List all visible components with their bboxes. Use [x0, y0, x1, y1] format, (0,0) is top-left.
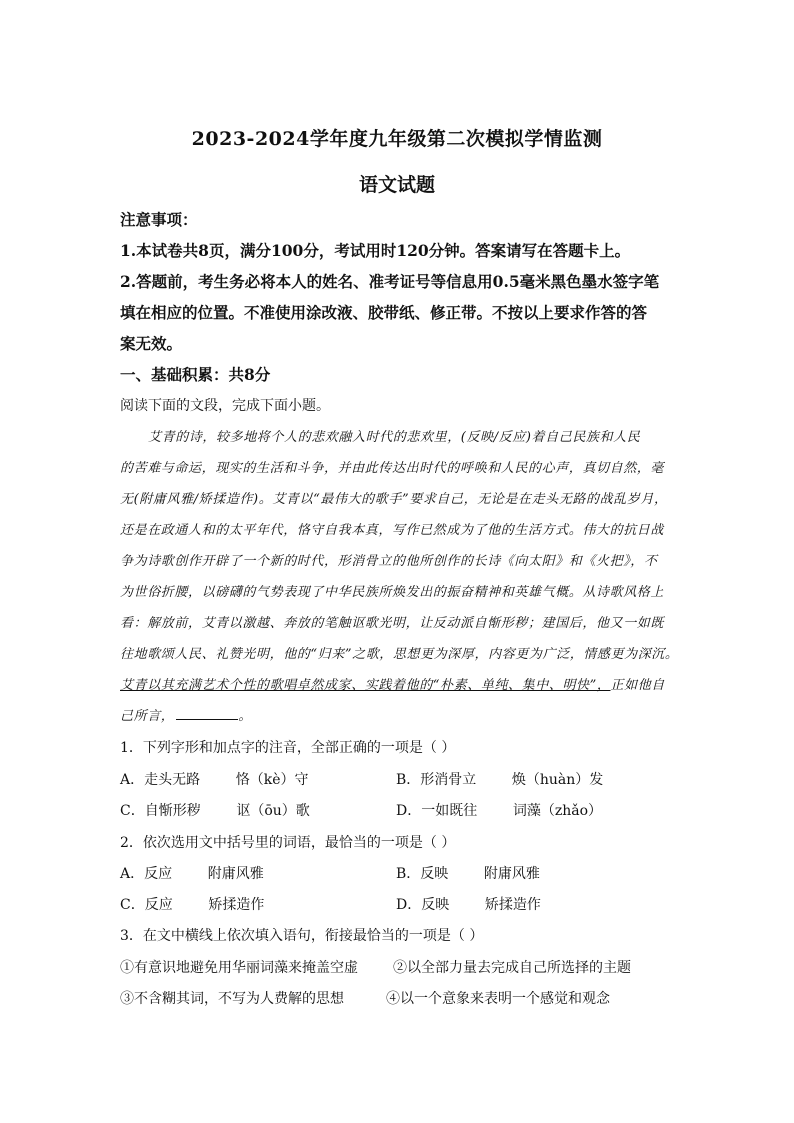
- passage-line: 看：解放前，艾青以激越、奔放的笔触讴歌光明，让反动派自惭形秽；建国后，他又一如既: [120, 616, 665, 631]
- passage-line: 无(附庸风雅/矫揉造作)。艾青以“最伟大的歌手”要求自己，无论是在走头无路的战乱岁月，: [120, 492, 668, 507]
- q2-option-c[interactable]: C．反应 矫揉造作: [120, 897, 265, 913]
- question-2-stem: 2．依次选用文中括号里的词语，最恰当的一项是（ ）: [120, 835, 456, 851]
- q1-option-b[interactable]: B．形消骨立 焕（huàn）发: [396, 772, 604, 788]
- q1-option-c[interactable]: C．自惭形秽 讴（ōu）歌: [120, 803, 310, 819]
- q3-sentence-1: ①有意识地避免用华丽词藻来掩盖空虚: [120, 960, 358, 976]
- q3-sentence-3: ③不含糊其词，不写为人费解的思想: [120, 991, 344, 1007]
- question-1-stem: 1．下列字形和加点字的注音，全部正确的一项是（ ）: [120, 740, 456, 756]
- q2-option-b[interactable]: B．反映 附庸风雅: [396, 866, 540, 882]
- passage-line: 艾青的诗，较多地将个人的悲欢融入时代的悲欢里，(反映/反应)着自己民族和人民: [148, 430, 641, 445]
- fill-in-blank[interactable]: [176, 706, 238, 720]
- passage-line: 的苦难与命运，现实的生活和斗争，并由此传达出时代的呼唤和人民的心声，真切自然，毫: [120, 461, 665, 476]
- q2-option-d[interactable]: D．反映 矫揉造作: [396, 897, 541, 913]
- notice-item-2-line-2: 填在相应的位置。不准使用涂改液、胶带纸、修正带。不按以上要求作答的答: [120, 303, 648, 322]
- q1-option-a[interactable]: A．走头无路 恪（kè）守: [120, 772, 309, 788]
- section-intro: 阅读下面的文段，完成下面小题。: [120, 398, 330, 414]
- passage-text: 己所言，: [120, 709, 175, 724]
- passage-text: 正如他自: [610, 678, 665, 693]
- passage-line: [120, 705, 252, 724]
- passage-line: 还是在政通人和的太平年代，恪守自我本真，写作已然成为了他的生活方式。伟大的抗日战: [120, 523, 665, 538]
- notice-heading: 注意事项：: [120, 210, 198, 229]
- exam-subtitle: 语文试题: [358, 174, 435, 196]
- q1-option-d[interactable]: D．一如既往 词藻（zhǎo）: [396, 803, 602, 819]
- passage-line: 为世俗折腰，以磅礴的气势表现了中华民族所焕发出的振奋精神和英雄气概。从诗歌风格上: [120, 585, 665, 600]
- underlined-sentence: 艾青以其充满艺术个性的歌唱卓然成家、实践着他的“朴素、单纯、集中、明快”，: [120, 678, 611, 693]
- notice-item-2-line-3: 案无效。: [120, 334, 183, 353]
- notice-item-1: 1.本试卷共8页，满分100分，考试用时120分钟。答案请写在答题卡上。: [120, 241, 631, 260]
- q3-sentence-4: ④以一个意象来表明一个感觉和观念: [386, 991, 610, 1007]
- question-3-stem: 3．在文中横线上依次填入语句，衔接最恰当的一项是（ ）: [120, 928, 484, 944]
- q2-option-a[interactable]: A．反应 附庸风雅: [120, 866, 264, 882]
- passage-text: 。: [238, 709, 253, 724]
- section-heading: 一、基础积累：共8分: [120, 365, 271, 384]
- exam-title: 2023-2024学年度九年级第二次模拟学情监测: [191, 128, 603, 150]
- passage-line: [120, 674, 665, 693]
- q3-sentence-2: ②以全部力量去完成自己所选择的主题: [393, 960, 631, 976]
- notice-item-2-line-1: 2.答题前，考生务必将本人的姓名、准考证号等信息用0.5毫米黑色墨水签字笔: [120, 272, 660, 291]
- passage-line: 往地歌颂人民、礼赞光明，他的“归来”之歌，思想更为深厚，内容更为广泛，情感更为深沉。: [120, 647, 679, 662]
- passage-line: 争为诗歌创作开辟了一个新的时代，形消骨立的他所创作的长诗《向太阳》和《火把》，不: [120, 554, 658, 569]
